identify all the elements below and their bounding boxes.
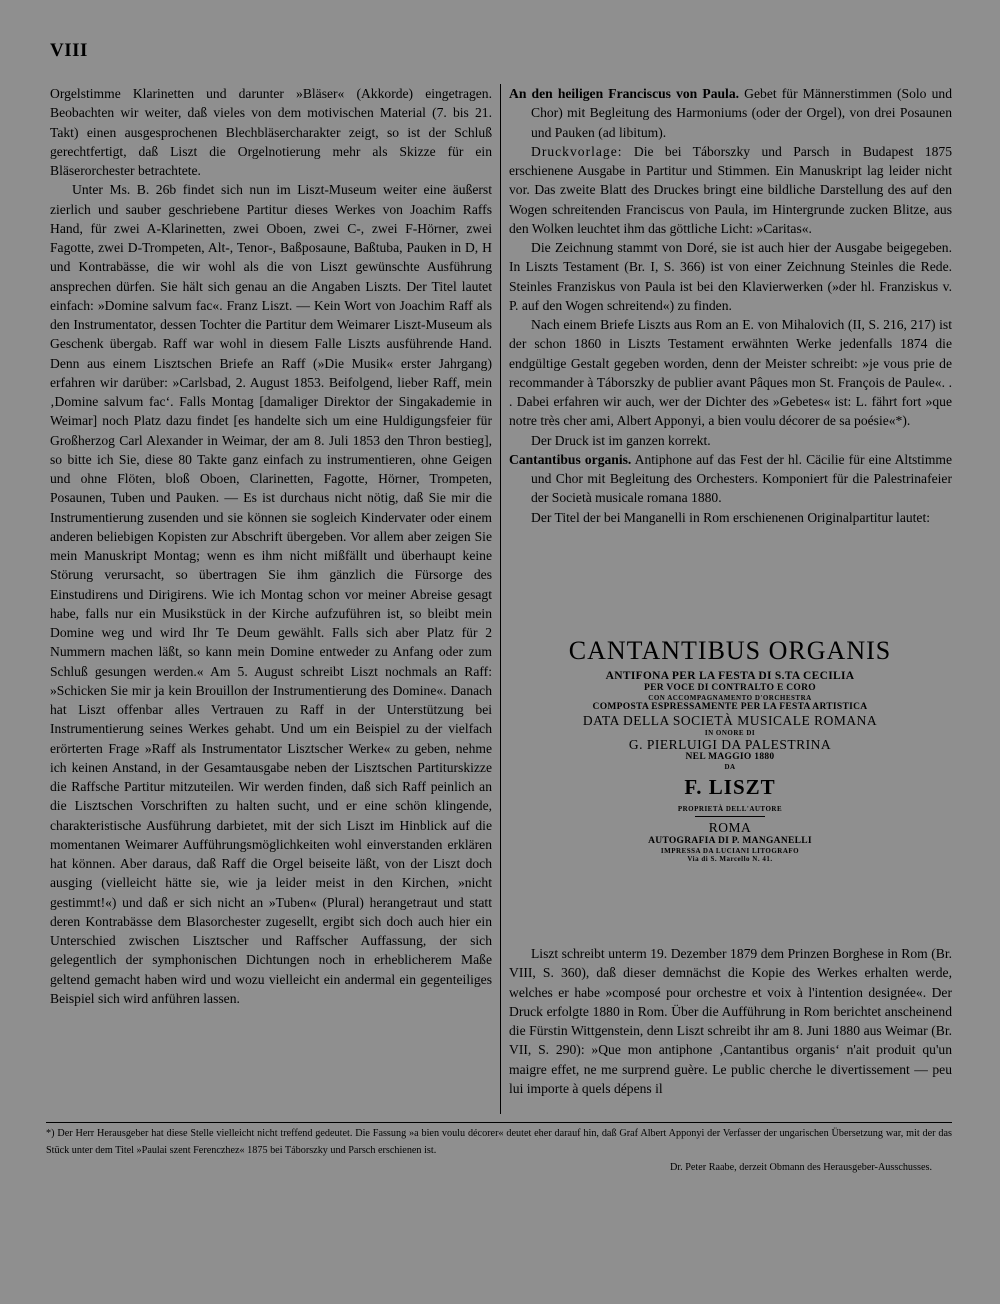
title-line-proprieta: PROPRIETÀ DELL'AUTORE	[677, 805, 783, 814]
entry-cantantibus-heading: Cantantibus organis.	[509, 451, 632, 467]
title-line-da: DA	[724, 763, 736, 771]
entry-franciscus-text: Gebet für Männerstimmen (Solo und Chor) mit Begleitung des Harmoniums (oder der Orgel), von drei Posaunen und Pauken (ad libitum).	[531, 86, 952, 140]
dore-paragraph: Die Zeichnung stammt von Doré, sie ist auch hier der Ausgabe beigegeben. In Liszts Testament (Br. I, S. 366) ist von einer Zeichnung Steinles die Rede. Steinles Franziskus von Paula ist bei den Klavierwerken (»der hl. Franziskus v. P. auf den Wogen schreitend«) zu finden.	[509, 240, 952, 313]
title-line-via: Via di S. Marcello N. 41.	[687, 854, 773, 863]
brief-paragraph: Nach einem Briefe Liszts aus Rom an E. von Mihalovich (II, S. 216, 217) ist der schon 1860 in Liszts Testament erwähnten Werke jedenfalls 1874 die endgültige Gestalt gegeben worden, denn der Meister schreibt: »je vous prie de recommander à Táborszky de publier avant Pâques mon St. François de Paule«. . . Dabei erfahren wir auch, wer der Dichter des »Gebetes« ist: L. fährt fort »que notre très cher ami, Albert Apponyi, a bien voulu décorer de sa poésie«*).	[509, 317, 952, 429]
title-line-palestrina: G. PIERLUIGI DA PALESTRINA	[628, 736, 832, 752]
entry-franciscus	[509, 84, 952, 142]
original-title-page	[520, 636, 940, 863]
footnote-text: *) Der Herr Herausgeber hat diese Stelle vielleicht nicht treffend gedeutet. Die Fassung »a bien voulu décorer« deutet eher darauf hin, daß Graf Albert Apponyi der Verfasser der ungarischen Übersetzung war, mit der das Stück unter dem Titel »Paulai szent Ferenczhez« 1875 bei Táborszky und Parsch erschienen ist.	[46, 1128, 952, 1156]
footnote-rule	[46, 1122, 952, 1123]
entry-cantantibus	[509, 450, 952, 508]
left-paragraph-1: Orgelstimme Klarinetten und darunter »Bläser« (Akkorde) eingetragen. Beobachten wir weiter, daß vieles von dem motivischen Material (7. bis 21. Takt) einen ausgesprochenen Blechbläsercharakter zeigt, so ist der Schluß gerechtfertigt, daß Liszt die Orgelnotierung mehr als Skizze für ein Bläserorchester betrachtete.	[50, 86, 492, 178]
title-line-societa: DATA DELLA SOCIETÀ MUSICALE ROMANA	[582, 713, 878, 728]
right-column-lower	[509, 944, 952, 1098]
title-rule	[695, 816, 765, 817]
title-author: F. LISZT	[684, 775, 776, 800]
title-line-in-onore: IN ONORE DI	[704, 728, 756, 737]
page-number: VIII	[50, 40, 88, 61]
title-line-antifona: ANTIFONA PER LA FESTA DI S.TA CECILIA	[605, 669, 855, 682]
druckvorlage-paragraph	[509, 142, 952, 238]
title-line-composta: COMPOSTA ESPRESSAMENTE PER LA FESTA ARTISTICA	[592, 702, 868, 713]
title-line-accompagnamento: CON ACCOMPAGNAMENTO D'ORCHESTRA	[648, 694, 812, 703]
druck-paragraph: Der Druck ist im ganzen korrekt.	[531, 432, 711, 448]
title-line-autografia: AUTOGRAFIA DI P. MANGANELLI	[648, 835, 812, 846]
title-line-roma: ROMA	[708, 820, 752, 836]
left-column	[50, 84, 492, 1008]
title-line-voce: PER VOCE DI CONTRALTO E CORO	[644, 683, 816, 694]
footnote-signature: Dr. Peter Raabe, derzeit Obmann des Herausgeber-Ausschusses.	[669, 1162, 932, 1173]
borghese-paragraph: Liszt schreibt unterm 19. Dezember 1879 dem Prinzen Borghese in Rom (Br. VIII, S. 360), daß dieser demnächst die Kopie des Werkes erhalten werde, welches er habe »composé pour orchestre et voix à l'intention designée«. Der Druck erfolgte 1880 in Rom. Über die Aufführung in Rom berichtet anscheinend die Fürstin Wittgenstein, denn Liszt schreibt ihr am 8. Juni 1880 aus Weimar (Br. VII, S. 290): »Que mon antiphone ‚Cantantibus organis‘ n'ait produit qu'un maigre effet, ne me surprend guère. Le public cherche le divertissement — peu lui importe à quels dépens il	[509, 946, 952, 1096]
title-line-litografo: IMPRESSA DA LUCIANI LITOGRAFO	[660, 846, 800, 855]
column-divider	[500, 84, 501, 1114]
title-line-maggio: NEL MAGGIO 1880	[685, 752, 775, 763]
footnote-block	[46, 1125, 952, 1176]
titel-paragraph: Der Titel der bei Manganelli in Rom erschienenen Originalpartitur lautet:	[531, 509, 931, 525]
entry-franciscus-heading: An den heiligen Franciscus von Paula.	[509, 86, 740, 101]
druckvorlage-label: Druckvorlage:	[531, 143, 623, 159]
druckvorlage-text: Die bei Táborszky und Parsch in Budapest 1875 erschienene Ausgabe in Partitur und Stimmen. Ein Manuskript lag leider nicht vor. Das zweite Blatt des Druckes bringt eine bildliche Darstellung des auf den Wogen schreitenden Franciscus von Paula, im Hintergrunde zucken Blitze, aus den Wolken leuchtet ihm das göttliche Licht: »Caritas«.	[509, 143, 952, 236]
left-paragraph-2: Unter Ms. B. 26b findet sich nun im Liszt-Museum weiter eine äußerst zierlich und sauber geschriebene Partitur dieses Werkes von Joachim Raffs Hand, für zwei A-Klarinetten, zwei Oboen, zwei C-, zwei F-Hörner, zwei Fagotte, zwei D-Trompeten, Alt-, Tenor-, Baßposaune, Baßtuba, Pauken in D, H und Kontrabässe, die wir wohl als die von Liszt gewünschte Ausführung ansprechen dürfen. Sie hält sich genau an die Angaben Liszts. Der Titel lautet einfach: »Domine salvum fac«. Franz Liszt. — Kein Wort von Joachim Raff als den Instrumentator, dessen Tochter die Partitur dem Weimarer Liszt-Museum als Geschenk übergab. Raff war wohl in diesem Falle Liszts ausführende Hand. Denn aus einem Lisztschen Briefe an Raff (»Die Musik« erster Jahrgang) erfahren wir darüber: »Carlsbad, 2. August 1853. Beifolgend, lieber Raff, mein ‚Domine salvum fac‘. Falls Montag [damaliger Direktor der Singakademie in Weimar] noch Platz dazu findet [es handelte sich um eine Huldigungsfeier für Großherzog Carl Alexander in Weimar, der am 8. Juli 1853 den Thron bestieg], so bitte ich Sie, diese 80 Takte ganz einfach zu instrumentieren, ohne Geigen und ohne Flöten, bloß Oboen, Clarinetten, Fagotte, Hörner, Trompeten, Posaunen, Tuben und Pauken. — Es ist durchaus nicht nötig, daß Sie mir die Instrumentierung zusenden und sie können sie sogleich Kindervater oder einem anderen beliebigen Kopisten zur Abschrift übergeben. Vor allem aber zeigen Sie mein Manuskript Montag; wenn es ihm nicht mißfällt und überhaupt keine Störung verursacht, so übertragen Sie ihm gänzlich die Fürsorge des Einstudirens und Dirigirens. Wie ich Montag schon vor meiner Abreise gesagt habe, falls nur ein Musikstück in der Kirche aufzuführen ist, so bleibt mein Domine weg und wird Ihr Te Deum gewählt. Falls sich aber Platz für 2 Nummern machen läßt, so kann mein Domine entweder zu Anfang oder zum Schluß gesungen werden.« Am 5. August schreibt Liszt nochmals an Raff: »Schicken Sie mir ja kein Brouillon der Instrumentierung des Domine«. Danach hat Liszt offenbar alles Vertrauen zu Raff in der Unterstützung bei Instrumentierung seines Werkes gehabt. Und um ein Beispiel zu der vielfach erörterten Frage »Raff als Instrumentator Lisztscher Werke« zu geben, nehme ich keinen Anstand, in der Gesamtausgabe neben der Lisztschen Partiturskizze die Raffsche Partitur mitzuteilen. Wir werden finden, daß sich Raff peinlich an die Lisztschen Vorschriften zu halten sucht, und er eine schön klingende, charakteristische Ausführung darbietet, mit der sich Liszt im Hinblick auf die momentanen Weimarer Aufführungsmöglichkeiten wohl einverstanden erklären hat können. Aber daraus, daß Raff die Orgel beiseite läßt, von der Liszt doch ausging (vielleicht hätte sie, wie ja leider meist in den Kirchen, »nicht gestimmt!«) und daß er sich nicht an »Tuben« (Plural) herangetraut und statt deren Kontrabässe dem Blasorchester zugesellt, ergibt sich doch auch hier ein Unterschied zwischen Lisztscher und Raffscher Auffassung, der sich gelegentlich der symphonischen Dichtungen noch in erheblicherem Maße geltend gemacht haben wird und wozu vielleicht ein andermal ein gegenteiliges Beispiel sich wird anführen lassen.	[50, 182, 492, 1006]
title-main: CANTANTIBUS ORGANIS	[568, 636, 892, 665]
right-column	[509, 84, 952, 527]
entry-cantantibus-text: Antiphone auf das Fest der hl. Cäcilie für eine Altstimme und Chor mit Begleitung des Orchesters. Komponiert für die Palestrinafeier der Società musicale romana 1880.	[531, 451, 952, 506]
